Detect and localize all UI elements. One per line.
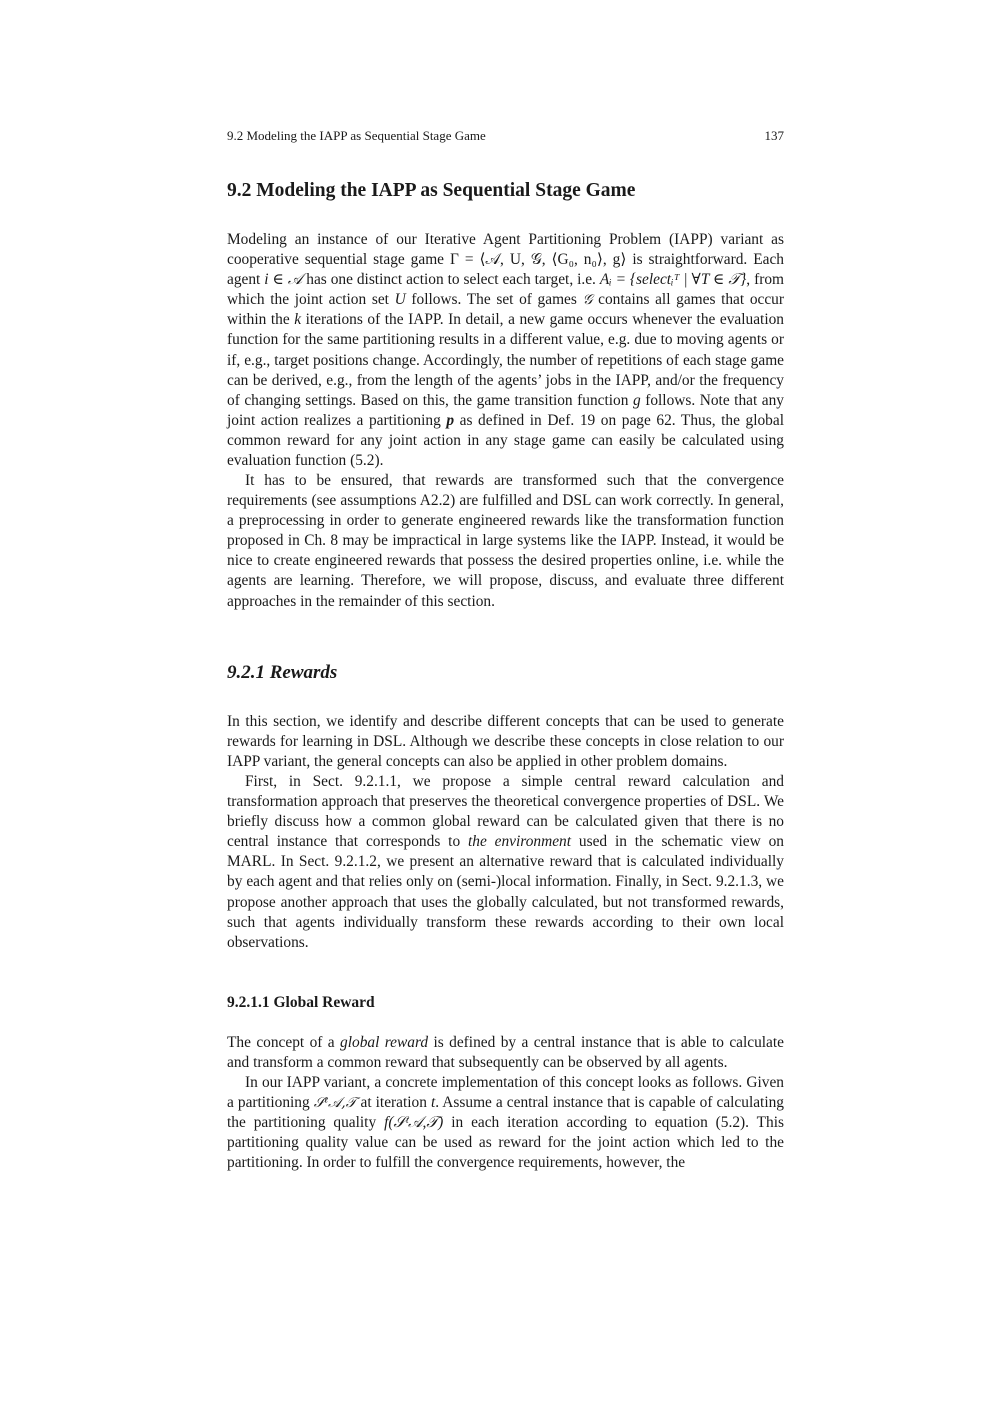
math-s-t: 𝒮ᵗ𝒜,𝒯 xyxy=(313,1095,357,1112)
p1-text-g: iterations of the IAPP. In detail, a new game occurs whenever the evaluation function for the same partitioning results in a different value, e.g. due to moving agents or if, e.g., target positions change. Accordingly, the number of repetitions of each stage game can be derived, e.g., from the length of the agents’ jobs in the IAPP, and/or the frequency of changing settings. Based on this, the game transition function xyxy=(227,311,784,409)
p6-text-a: In our IAPP variant, a concrete implementation of this concept looks as follows. Given a partitioning xyxy=(227,1074,784,1112)
p1-text-d: , from which the joint action set xyxy=(227,271,784,309)
math-p: p xyxy=(446,411,455,429)
p6-text-c: . Assume a central instance that is capable of calculating the partitioning quality xyxy=(227,1094,784,1132)
p5-text-a: The concept of a xyxy=(227,1034,341,1051)
math-g: g xyxy=(632,391,641,409)
math-t: t xyxy=(430,1094,436,1112)
p4-text-b: used in the schematic view on MARL. In Sect. 9.2.1.2, we present an alternative reward that is calculated individually by each agent and that relies only on (semi-)local information. Finally, in Sect. 9.2.1.3, we propose another approach that uses the globally calculated, but not transformed rewards, such that agents individually transform these rewards according to their own local observations. xyxy=(227,833,784,951)
p1-text-i: as defined in Def. 19 on page 62. Thus, the global common reward for any joint action in any stage game can easily be calculated using evaluation function (5.2). xyxy=(227,411,784,470)
running-head-title: 9.2 Modeling the IAPP as Sequential Stage Game xyxy=(227,128,486,143)
subsection-title: 9.2.1 Rewards xyxy=(227,662,338,683)
math-g-set: 𝒢 xyxy=(582,292,593,309)
p1-text-f: contains all games that occur within the xyxy=(227,291,784,329)
p4-text-a: First, in Sect. 9.2.1.1, we propose a simple central reward calculation and transformation approach that preserves the theoretical convergence properties of DSL. We briefly discuss how a common global reward can be calculated given that there is no central instance that corresponds to xyxy=(227,773,784,851)
math-k: k xyxy=(294,311,302,329)
p5-text-b: is defined by a central instance that is able to calculate and transform a common reward that subsequently can be observed by all agents. xyxy=(227,1034,784,1072)
paragraph-1 xyxy=(227,230,784,471)
paragraph-6 xyxy=(227,1073,784,1173)
p1-text-h: follows. Note that any joint action realizes a partitioning xyxy=(227,391,784,429)
running-head xyxy=(227,128,784,144)
math-u: U xyxy=(394,291,406,309)
p1-text-b: is straightforward. Each agent xyxy=(227,251,784,289)
p6-text-d: in each iteration according to equation (5.2). This partitioning quality value can be used as reward for the joint action which led to the partitioning. In order to fulfill the convergence requirements, however, the xyxy=(227,1114,784,1172)
p1-text-e: follows. The set of games xyxy=(405,291,583,309)
subsubsection-title: 9.2.1.1 Global Reward xyxy=(227,994,375,1011)
math-ai-def: Aᵢ = {selectᵢᵀ | ∀T ∈ 𝒯} xyxy=(599,271,747,289)
section-title: 9.2 Modeling the IAPP as Sequential Stage Game xyxy=(227,180,636,201)
page-number: 137 xyxy=(764,128,784,143)
p1-text-c: has one distinct action to select each target, i.e. xyxy=(302,271,600,289)
p1-text-a: Modeling an instance of our Iterative Agent Partitioning Problem (IAPP) variant as cooperative sequential stage game xyxy=(227,231,784,269)
math-i-in-a: i ∈ 𝒜 xyxy=(264,271,303,289)
paragraph-5 xyxy=(227,1033,784,1073)
math-f-s: f(𝒮ᵗ𝒜,𝒯) xyxy=(384,1114,444,1132)
p4-emphasis: the environment xyxy=(468,833,572,851)
paragraph-4 xyxy=(227,772,784,953)
p5-emphasis: global reward xyxy=(340,1034,429,1051)
p6-text-b: at iteration xyxy=(356,1094,431,1112)
math-gamma: Γ = ⟨𝒜, U, 𝒢, ⟨G₀, n₀⟩, g⟩ xyxy=(449,251,627,269)
paragraph-3: In this section, we identify and describe different concepts that can be used to generate rewards for learning in DSL. Although we describe these concepts in close relation to our IAPP variant, the general concepts can also be applied in other problem domains. xyxy=(227,713,784,771)
paragraph-2: It has to be ensured, that rewards are transformed such that the convergence requirements (see assumptions A2.2) are fulfilled and DSL can work correctly. In general, a preprocessing in order to generate engineered rewards like the transformation function proposed in Ch. 8 may be impractical in large systems like the IAPP. Instead, it would be nice to create engineered rewards that possess the desired properties online, i.e. while the agents are learning. Therefore, we will propose, discuss, and evaluate three different approaches in the remainder of this section. xyxy=(227,472,784,610)
